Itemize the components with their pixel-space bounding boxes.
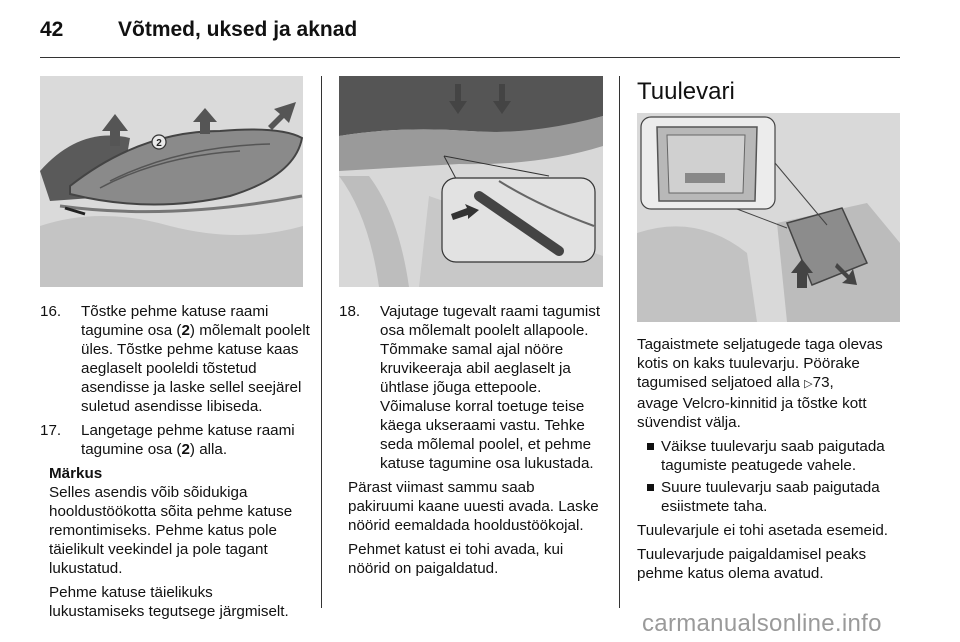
middle-column bbox=[339, 302, 611, 583]
step-text: ühtlase jõuga ettepoole. bbox=[380, 379, 542, 396]
step-text: asendisse ja laske sellel seejärel bbox=[81, 379, 302, 396]
text-line: lukustatud. bbox=[49, 560, 123, 577]
text-line: nöörid on paigaldatud. bbox=[348, 560, 499, 577]
triangle-right-icon: ▷ bbox=[804, 378, 813, 390]
step-text: üles. Tõstke pehme katuse kaas bbox=[81, 341, 299, 358]
step-text: seda mõlemal poolel, et pehme bbox=[380, 436, 592, 453]
bullet-item bbox=[637, 478, 907, 516]
text-line: tagumised seljatoed alla bbox=[637, 374, 805, 391]
text-line: Tuulevarjude paigaldamisel peaks bbox=[637, 546, 867, 563]
step-text: katuse tagumine osa lukustada. bbox=[380, 455, 594, 472]
watermark: carmanualsonline.info bbox=[642, 610, 882, 637]
note-paragraph-2 bbox=[49, 583, 310, 621]
note-title: Märkus bbox=[49, 465, 103, 482]
text-line: täielikult veekindel ja pole tagant bbox=[49, 541, 268, 558]
note-box bbox=[40, 464, 310, 621]
page-title: Võtmed, uksed ja aknad bbox=[118, 18, 358, 41]
right-paragraph-2 bbox=[637, 545, 907, 583]
step-text: osa mõlemalt poolelt allapoole. bbox=[380, 322, 589, 339]
bullet-square-icon bbox=[647, 443, 654, 450]
step-list-middle bbox=[339, 302, 611, 473]
bullet-list bbox=[637, 437, 907, 516]
step-text: Tõmmake samal ajal nööre bbox=[380, 341, 564, 358]
text-line: , bbox=[829, 374, 834, 391]
step-text: ) mõlemalt poolelt bbox=[189, 322, 310, 339]
callout-2-label: 2 bbox=[156, 138, 162, 149]
column-divider-left bbox=[321, 76, 322, 608]
text-line: Väikse tuulevarju saab paigutada bbox=[661, 438, 885, 455]
text-line: remontimiseks. Pehme katus pole bbox=[49, 522, 277, 539]
note-paragraph-1 bbox=[49, 483, 310, 578]
soft-top-lift-illustration bbox=[40, 76, 303, 287]
step-number: 17. bbox=[40, 422, 62, 439]
header-rule bbox=[40, 57, 900, 58]
step-16 bbox=[40, 302, 310, 416]
step-17 bbox=[40, 421, 310, 459]
step-text: Võimaluse korral toetuge teise bbox=[380, 398, 585, 415]
text-line: kotis on kaks tuulevarju. Pöörake bbox=[637, 355, 860, 372]
page-number: 42 bbox=[40, 18, 64, 41]
cord-screwdriver-illustration bbox=[339, 76, 603, 287]
section-title: Tuulevari bbox=[637, 78, 735, 105]
step-number: 18. bbox=[339, 303, 361, 320]
bullet-item bbox=[637, 437, 907, 475]
step-text: käega ukseraami vastu. Tehke bbox=[380, 417, 585, 434]
text-line: Tuulevarjule ei tohi asetada esemeid. bbox=[637, 522, 889, 539]
step-text: tagumine osa ( bbox=[81, 441, 182, 458]
intro-paragraph bbox=[637, 335, 907, 432]
step-text: Tõstke pehme katuse raami bbox=[81, 303, 269, 320]
text-line: Pehmet katust ei tohi avada, kui bbox=[348, 541, 564, 558]
text-line: Selles asendis võib sõidukiga bbox=[49, 484, 248, 501]
text-line: Pärast viimast sammu saab bbox=[348, 479, 535, 496]
step-text: suletud asendisse libiseda. bbox=[81, 398, 263, 415]
left-column bbox=[40, 302, 310, 626]
text-line: Tagaistmete seljatugede taga olevas bbox=[637, 336, 883, 353]
text-line: pehme katus olema avatud. bbox=[637, 565, 824, 582]
text-line: avage Velcro-kinnitid ja tõstke kott bbox=[637, 395, 867, 412]
text-line: esiistmete taha. bbox=[661, 498, 768, 515]
step-18 bbox=[339, 302, 611, 473]
text-line: Pehme katuse täielikuks bbox=[49, 584, 213, 601]
step-text: ) alla. bbox=[189, 441, 228, 458]
text-line: hooldustöökotta sõita pehme katuse bbox=[49, 503, 293, 520]
wind-deflector-bag-illustration bbox=[637, 113, 900, 322]
step-text: Langetage pehme katuse raami bbox=[81, 422, 295, 439]
text-line: süvendist välja. bbox=[637, 414, 741, 431]
text-line: lukustamiseks tegutsege järgmiselt. bbox=[49, 603, 289, 620]
bullet-square-icon bbox=[647, 484, 654, 491]
step-text: aeglaselt pooleldi tõstetud bbox=[81, 360, 257, 377]
middle-paragraph-2 bbox=[348, 540, 611, 578]
column-divider-right bbox=[619, 76, 620, 608]
step-number: 16. bbox=[40, 303, 62, 320]
page-reference[interactable]: 73 bbox=[812, 374, 830, 391]
step-text: kruvikeeraja abil aeglaselt ja bbox=[380, 360, 571, 377]
text-line: pakiruumi kaane uuesti avada. Laske bbox=[348, 498, 599, 515]
callout-ref: 2 bbox=[181, 441, 190, 458]
step-text: tagumine osa ( bbox=[81, 322, 182, 339]
step-text: Vajutage tugevalt raami tagumist bbox=[380, 303, 601, 320]
right-column bbox=[637, 335, 907, 583]
callout-ref: 2 bbox=[181, 322, 190, 339]
right-paragraph-1 bbox=[637, 521, 907, 540]
step-list-left bbox=[40, 302, 310, 459]
text-line: tagumiste peatugede vahele. bbox=[661, 457, 857, 474]
page-header bbox=[40, 18, 357, 42]
middle-paragraph-1 bbox=[348, 478, 611, 535]
text-line: nöörid eemaldada hooldustöökojal. bbox=[348, 517, 584, 534]
text-line: Suure tuulevarju saab paigutada bbox=[661, 479, 880, 496]
